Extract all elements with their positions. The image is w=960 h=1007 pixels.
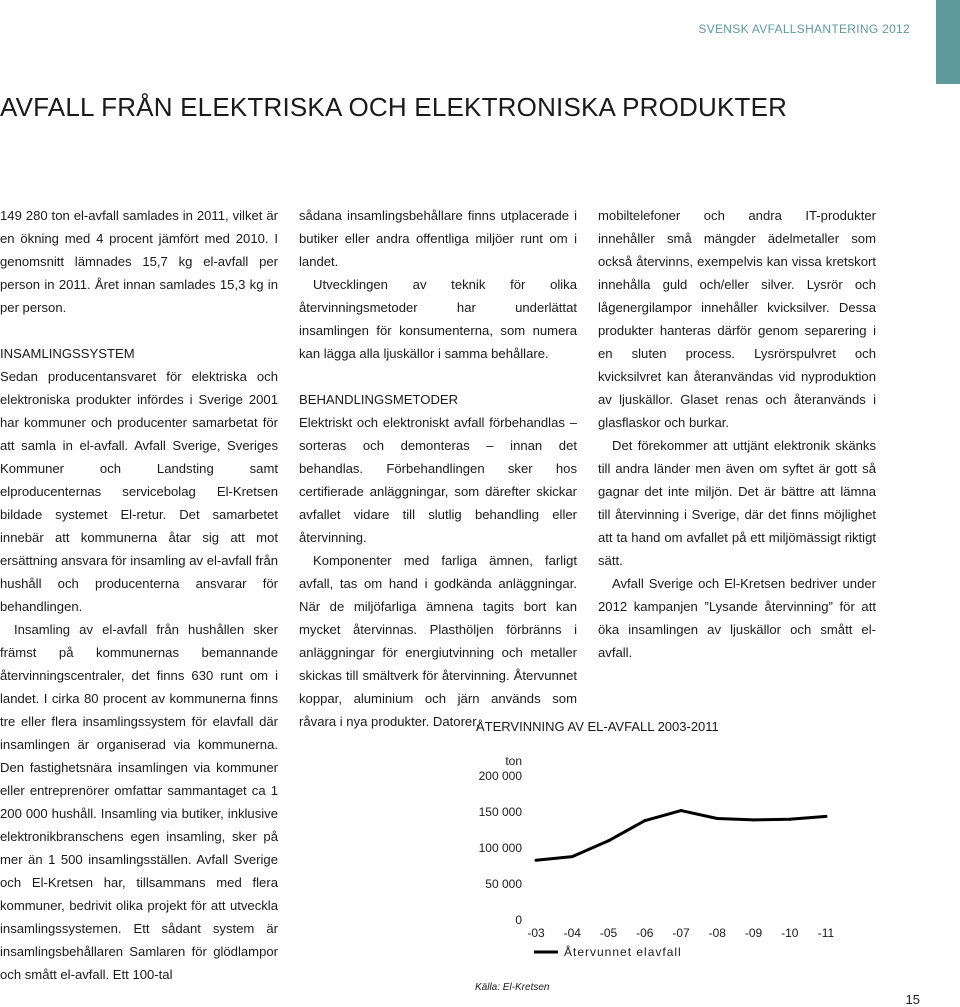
x-tick-label: -03 [527,926,545,940]
page-number: 15 [905,992,920,1007]
data-point [643,819,646,822]
x-tick-label: -07 [672,926,690,940]
x-tick-label: -11 [817,926,835,940]
section-heading-insamlingssystem: INSAMLINGSSYSTEM [0,346,135,361]
body-paragraph: sådana insamlingsbehållare finns utplacerade i butiker eller andra offentliga miljöer runt om i landet. [299,208,577,269]
x-tick-label: -04 [563,926,581,940]
legend [534,944,682,959]
x-axis-ticks [527,926,834,940]
legend-label: Återvunnet elavfall [564,945,682,959]
y-tick-label: 50 000 [485,877,522,891]
body-paragraph: Insamling av el-avfall från hushållen sker främst på kommunernas bemannande återvinningscentraler, det finns 630 runt om i landet. I cirka 80 procent av kommunerna finns tre eller flera insamlingssystem för elavfall där insamlingen är organiserad via kommunerna. Den fastighetsnära insamlingen via kommuner eller entreprenörer omfattar sammantaget ca 1 200 000 hushåll. Insamling via butiker, inklusive elektronikbranschens egen insamling, sker på mer än 1 500 insamlingsställen. Avfall Sverige och El-Kretsen har, tillsammans med flera kommuner, bedrivit olika projekt för att utveckla insamlingssystemen. Ett sådant system är insamlingsbehållaren Samlaren för glödlampor och smått el-avfall. Ett 100-tal [0,622,278,982]
body-paragraph: Komponenter med farliga ämnen, farligt avfall, tas om hand i godkända anläggningar. När de miljöfarliga ämnena tagits bort kan mycket återvinnas. Plasthöljen förbränns i anläggningar för energiutvinning och metaller skickas till smältverk för återvinning. Återvunnet koppar, aluminium och järn används som råvara i nya produkter. Datorer, [299,553,577,729]
intro-paragraph: 149 280 ton el-avfall samlades in 2011, vilket är en ökning med 4 procent jämfört med 2010. I genomsnitt lämnades 15,7 kg el-avfall per person in 2011. Året innan samlades 15,3 kg in per person. [0,208,278,315]
x-tick-label: -06 [636,926,654,940]
data-point [716,817,719,820]
y-tick-label: 150 000 [478,805,522,819]
body-paragraph: Elektriskt och elektroniskt avfall förbehandlas – sorteras och demonteras – innan det behandlas. Förbehandlingen sker hos certifierade anläggningar, som därefter skickar avfallet vidare till slutlig behandling eller återvinning. [299,415,577,545]
body-paragraph: Utvecklingen av teknik för olika återvinningsmetoder har underlättat insamlingen för konsumenterna, som numera kan lägga alla ljuskällor i samma behållare. [299,277,577,361]
running-header: SVENSK AVFALLSHANTERING 2012 [698,22,910,36]
series-lines [535,809,828,862]
y-tick-label: 200 000 [478,769,522,783]
body-paragraph: Det förekommer att uttjänt elektronik skänks till andra länder men även om syftet är gott så gagnar det inte miljön. Det är bättre att lämna till återvinning i Sverige, där det finns möjlighet att ta hand om avfallet på ett miljömässigt riktigt sätt. [598,438,876,568]
data-point [825,815,828,818]
data-point [752,818,755,821]
body-paragraph: Avfall Sverige och El-Kretsen bedriver under 2012 kampanjen ”Lysande återvinning” för att öka insamlingen av ljuskällor och smått el-avfall. [598,576,876,660]
data-point [571,855,574,858]
x-tick-label: -05 [599,926,618,940]
chart-title: ÅTERVINNING AV EL-AVFALL 2003-2011 [476,719,719,734]
header-accent-tab [936,0,960,84]
data-point [535,859,538,862]
body-paragraph: Sedan producentansvaret för elektriska och elektroniska produkter infördes i Sverige 2001 har kommuner och producenter samarbetat för att samla in el-avfall. Avfall Sverige, Sveriges Kommuner och Landsting samt elproducenternas servicebolag El-Kretsen bildade systemet El-retur. Det samarbetet innebär att kommunerna åtar sig att mot ersättning ansvara för insamling av el-avfall från hushåll och producenterna ansvarar för behandlingen. [0,369,279,614]
y-tick-label: 0 [515,913,522,927]
y-axis-ticks [479,769,523,927]
data-point [607,839,610,842]
body-paragraph: mobiltelefoner och andra IT-produkter innehåller små mängder ädelmetaller som också återvinns, exempelvis kan vissa kretskort innehålla guld och/eller silver. Lysrör och lågenergilampor innehåller kvicksilver. Dessa produkter hanteras därför genom separering i en sluten process. Lysrörspulvret och kvicksilvret kan återanvändas vid nyproduktion av ljuskällor. Glaset renas och återanvänds i glasflaskor och burkar. [598,208,876,430]
text-column-1 [0,204,278,986]
series-line [536,811,826,861]
y-axis-unit-label: ton [505,754,522,768]
text-column-3 [598,204,876,664]
text-column-2 [299,204,577,733]
data-point [680,809,683,812]
data-point [788,818,791,821]
page-title: AVFALL FRÅN ELEKTRISKA OCH ELEKTRONISKA PRODUKTER [0,92,788,122]
y-tick-label: 100 000 [478,841,522,855]
x-tick-label: -10 [781,926,799,940]
recycling-line-chart [470,745,850,970]
x-tick-label: -08 [708,926,726,940]
x-tick-label: -09 [744,926,763,940]
chart-source: Källa: El-Kretsen [475,982,550,993]
section-heading-behandlingsmetoder: BEHANDLINGSMETODER [299,392,459,407]
